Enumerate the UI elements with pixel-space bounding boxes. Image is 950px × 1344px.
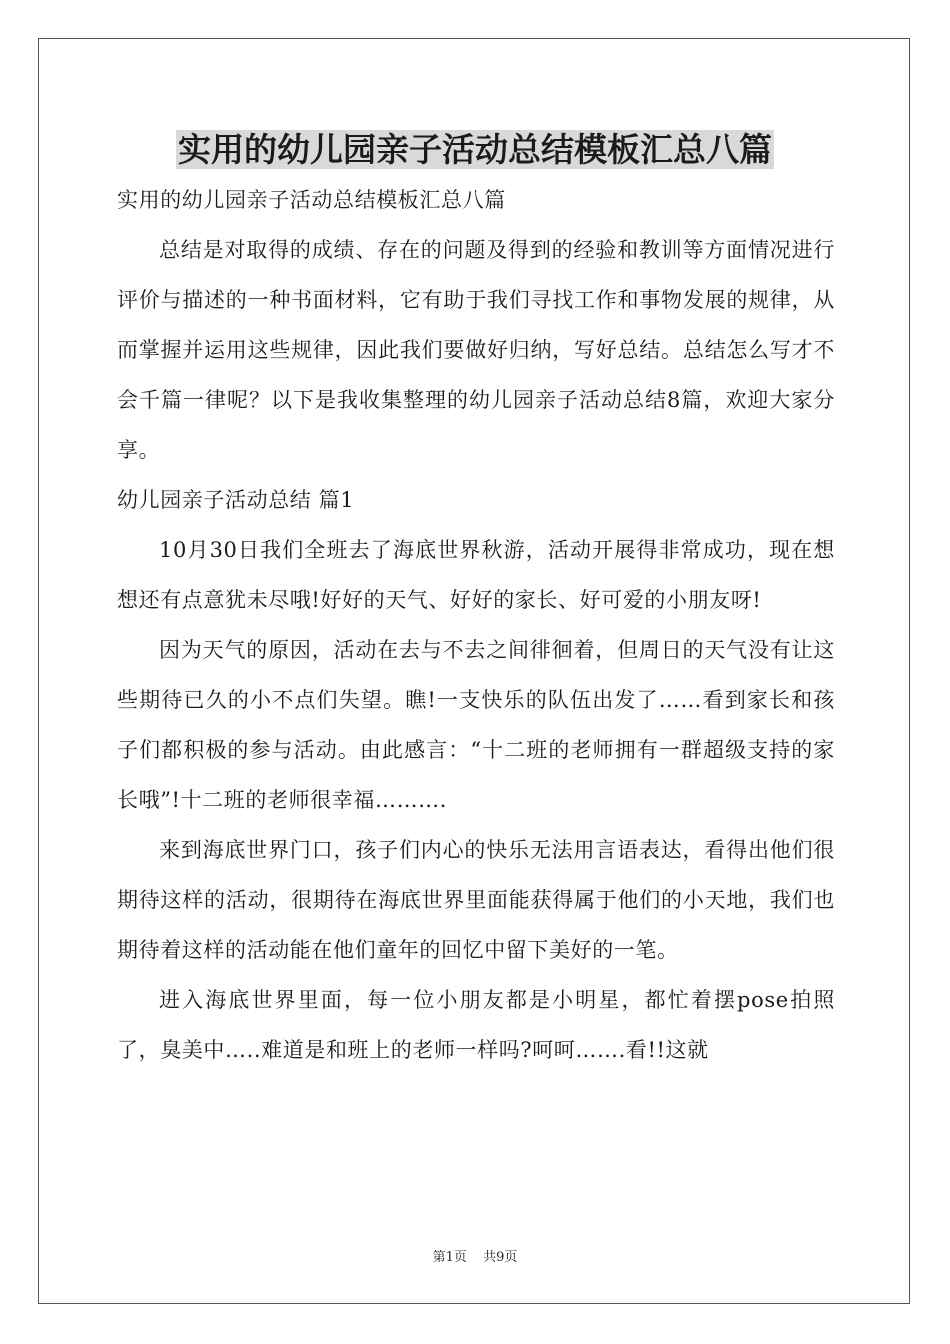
- section-heading: 幼儿园亲子活动总结 篇1: [117, 488, 355, 512]
- body-paragraph: 因为天气的原因，活动在去与不去之间徘徊着，但周日的天气没有让这些期待已久的小不点们失望。瞧!一支快乐的队伍出发了……看到家长和孩子们都积极的参与活动。由此感言：“十二班的老师拥有一群超级支持的家长哦”!十二班的老师很幸福……….: [117, 638, 835, 812]
- body-paragraph: 10月30日我们全班去了海底世界秋游，活动开展得非常成功，现在想想还有点意犹未尽哦!好好的天气、好好的家长、好可爱的小朋友呀!: [117, 538, 835, 612]
- page-number: 第1页: [432, 1250, 467, 1265]
- page-total: 共9页: [483, 1250, 518, 1265]
- body-paragraph: 来到海底世界门口，孩子们内心的快乐无法用言语表达，看得出他们很期待这样的活动，很期待在海底世界里面能获得属于他们的小天地，我们也期待着这样的活动能在他们童年的回忆中留下美好的一笔。: [117, 838, 835, 962]
- body-paragraph: 进入海底世界里面，每一位小朋友都是小明星，都忙着摆pose拍照了，臭美中…..难道是和班上的老师一样吗?呵呵…….看!!这就: [117, 988, 835, 1062]
- intro-paragraph: 总结是对取得的成绩、存在的问题及得到的经验和教训等方面情况进行评价与描述的一种书面材料，它有助于我们寻找工作和事物发展的规律，从而掌握并运用这些规律，因此我们要做好归纳，写好总结。总结怎么写才不会千篇一律呢？以下是我收集整理的幼儿园亲子活动总结8篇，欢迎大家分享。: [117, 238, 835, 462]
- document-subtitle: 实用的幼儿园亲子活动总结模板汇总八篇: [117, 188, 506, 212]
- page-footer: [0, 1246, 950, 1265]
- document-title: 实用的幼儿园亲子活动总结模板汇总八篇: [178, 130, 772, 169]
- document-body: [117, 175, 835, 1075]
